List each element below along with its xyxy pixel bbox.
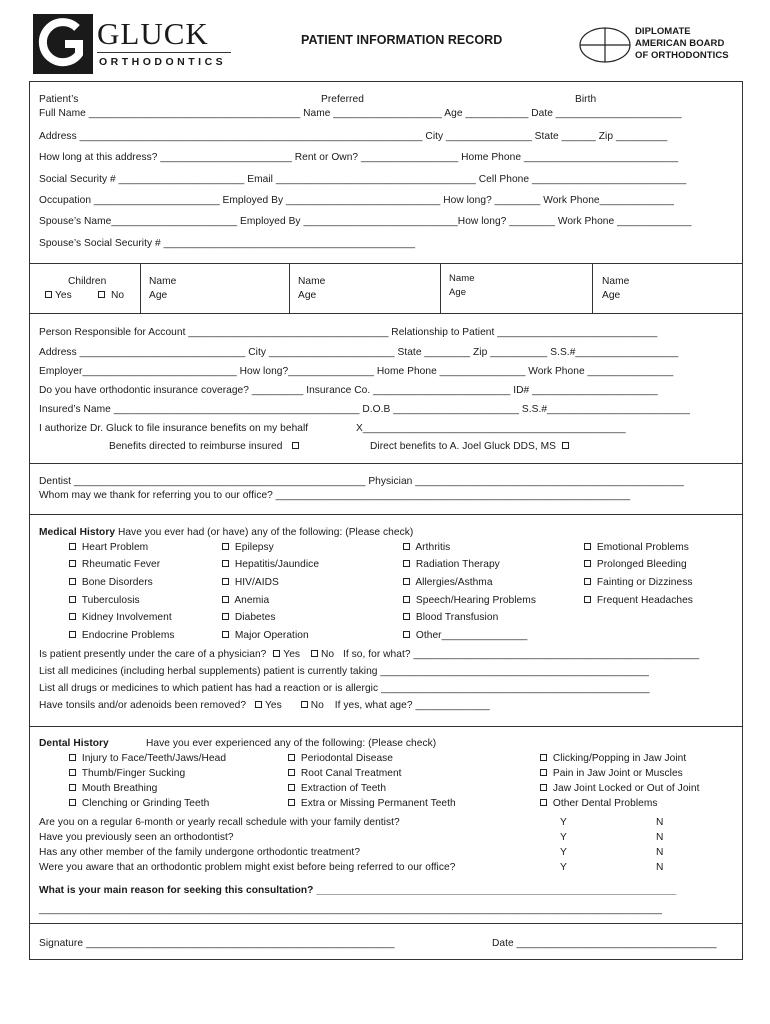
physician-care-row	[39, 648, 699, 661]
checkbox-label: Root Canal Treatment	[300, 768, 402, 779]
med-col2-3[interactable]	[222, 594, 269, 607]
divider	[140, 263, 141, 314]
checkbox-icon[interactable]	[403, 631, 410, 638]
checkbox-label: Radiation Therapy	[415, 559, 500, 570]
checkbox-icon[interactable]	[403, 543, 410, 550]
checkbox-label: Fainting or Dizziness	[596, 577, 693, 588]
checkbox-icon[interactable]	[301, 701, 308, 708]
yes-option[interactable]: Y	[560, 832, 567, 843]
med-col1-3[interactable]	[69, 594, 140, 607]
checkbox-label: Extra or Missing Permanent Teeth	[300, 798, 456, 809]
checkbox-icon[interactable]	[584, 543, 591, 550]
checkbox-icon[interactable]	[222, 596, 229, 603]
checkbox-label: Prolonged Bleeding	[596, 559, 687, 570]
child-3-name[interactable]: Name	[449, 273, 475, 284]
checkbox-icon[interactable]	[540, 754, 547, 761]
no-option[interactable]: N	[656, 817, 664, 828]
checkbox-label: Periodontal Disease	[300, 753, 394, 764]
den-col1-0[interactable]	[69, 752, 226, 765]
checkbox-icon[interactable]	[288, 754, 295, 761]
med-col2-5[interactable]	[222, 629, 309, 642]
checkbox-icon[interactable]	[69, 769, 76, 776]
checkbox-icon[interactable]	[403, 578, 410, 585]
dental-intro: Have you ever experienced any of the following: (Please check)	[146, 738, 437, 749]
den-col1-2[interactable]	[69, 782, 157, 795]
checkbox-icon[interactable]	[403, 596, 410, 603]
checkbox-icon[interactable]	[540, 784, 547, 791]
date-field[interactable]: Date ___________________________________	[492, 938, 717, 949]
child-2-name[interactable]: Name	[298, 276, 326, 287]
checkbox-label: Extraction of Teeth	[300, 783, 387, 794]
checkbox-icon[interactable]	[288, 784, 295, 791]
med-col4-1[interactable]	[584, 558, 687, 571]
med-col2-1[interactable]	[222, 558, 319, 571]
med-col3-3[interactable]	[403, 594, 536, 607]
checkbox-icon[interactable]	[69, 754, 76, 761]
checkbox-label: Endocrine Problems	[81, 630, 175, 641]
checkbox-icon[interactable]	[255, 701, 262, 708]
responsible-field[interactable]: Person Responsible for Account ___________________________________ Relationship to Patient ____________________________	[39, 327, 658, 338]
medicines-field[interactable]: List all medicines (including herbal supplements) patient is currently taking _______________________________________________	[39, 666, 650, 677]
no-label: No	[310, 700, 324, 711]
board-badge	[578, 26, 748, 66]
checkbox-label: Injury to Face/Teeth/Jaws/Head	[81, 753, 227, 764]
checkbox-icon[interactable]	[540, 799, 547, 806]
children-yes-label: Yes	[55, 290, 72, 301]
den-col1-1[interactable]	[69, 767, 185, 780]
patient-name-top: Patient’s	[39, 94, 79, 105]
checkbox-icon[interactable]	[69, 578, 76, 585]
checkbox-label: Clicking/Popping in Jaw Joint	[552, 753, 687, 764]
checkbox-icon[interactable]	[273, 650, 280, 657]
medical-intro: Have you ever had (or have) any of the following: (Please check)	[117, 527, 414, 538]
checkbox-icon[interactable]	[311, 650, 318, 657]
ssn-field[interactable]: Social Security # ______________________ Email ___________________________________ Cell Phone ___________________________	[39, 174, 687, 185]
badge-line-1: DIPLOMATE	[635, 26, 691, 37]
checkbox-label: Epilepsy	[234, 542, 274, 553]
checkbox-label: Speech/Hearing Problems	[415, 595, 536, 606]
checkbox-icon[interactable]	[69, 799, 76, 806]
birth-top: Birth	[575, 94, 597, 105]
child-1-name[interactable]: Name	[149, 276, 177, 287]
yes-option[interactable]: Y	[560, 847, 567, 858]
authorize-signature-field[interactable]: X______________________________________________	[356, 423, 626, 434]
address-field[interactable]: Address ____________________________________________________________ City _______________ State ______ Zip _________	[39, 131, 668, 142]
den-col2-0[interactable]	[288, 752, 393, 765]
med-col2-4[interactable]	[222, 611, 276, 624]
main-reason-field[interactable]: What is your main reason for seeking this consultation? _______________________________________________________________	[39, 885, 677, 896]
child-1-age[interactable]: Age	[149, 290, 168, 301]
checkbox-icon[interactable]	[98, 291, 105, 298]
children-no-label: No	[111, 290, 125, 301]
no-option[interactable]: N	[656, 862, 664, 873]
gluck-logo-mark	[33, 14, 93, 74]
spouse-ssn-field[interactable]: Spouse’s Social Security # ____________________________________________	[39, 238, 416, 249]
checkbox-icon[interactable]	[69, 596, 76, 603]
med-col4-3[interactable]	[584, 594, 693, 607]
med-col3-1[interactable]	[403, 558, 500, 571]
checkbox-label: Clenching or Grinding Teeth	[81, 798, 210, 809]
checkbox-label: Blood Transfusion	[415, 612, 499, 623]
referred-by-field[interactable]: Whom may we thank for referring you to our office? ______________________________________________________________	[39, 490, 631, 501]
den-col1-3[interactable]	[69, 797, 209, 810]
checkbox-label: Anemia	[234, 595, 270, 606]
no-option[interactable]: N	[656, 847, 664, 858]
benefits-reimburse-option[interactable]	[109, 440, 302, 453]
den-col3-1[interactable]	[540, 767, 683, 780]
den-col3-3[interactable]	[540, 797, 658, 810]
checkbox-icon[interactable]	[222, 560, 229, 567]
med-col1-0[interactable]	[69, 541, 148, 554]
checkbox-label: Major Operation	[234, 630, 309, 641]
medical-title: Medical History	[39, 527, 116, 538]
checkbox-label: Frequent Headaches	[596, 595, 693, 606]
patient-name-field[interactable]: Full Name _____________________________________ Name ___________________ Age ___________ Date ______________________	[39, 108, 682, 119]
checkbox-icon[interactable]	[584, 596, 591, 603]
yes-option[interactable]: Y	[560, 817, 567, 828]
checkbox-icon[interactable]	[292, 442, 299, 449]
logo-rule	[97, 52, 231, 53]
checkbox-icon[interactable]	[222, 578, 229, 585]
board-emblem-icon	[578, 26, 632, 64]
insurance-field[interactable]: Do you have orthodontic insurance coverage? _________ Insurance Co. ________________________ ID# ______________________	[39, 385, 658, 396]
checkbox-label: Other_______________	[415, 630, 528, 641]
insured-field[interactable]: Insured’s Name ___________________________________________ D.O.B ______________________ S.S.#_________________________	[39, 404, 690, 415]
checkbox-icon[interactable]	[45, 291, 52, 298]
logo-name: GLUCK	[97, 16, 209, 51]
spouse-field[interactable]: Spouse’s Name______________________ Employed By ___________________________How long? ________ Work Phone _____________	[39, 216, 692, 227]
checkbox-label: Arthritis	[415, 542, 451, 553]
checkbox-icon[interactable]	[403, 560, 410, 567]
divider	[592, 263, 593, 314]
main-reason-line[interactable]: _____________________________________________________________________________________________________________	[39, 904, 663, 915]
divider	[289, 263, 290, 314]
children-yes[interactable]	[45, 289, 72, 302]
medical-heading	[39, 526, 413, 539]
checkbox-icon[interactable]	[69, 543, 76, 550]
children-section	[29, 263, 743, 314]
checkbox-label: Tuberculosis	[81, 595, 140, 606]
employer-field[interactable]: Employer___________________________ How long?_______________ Home Phone _______________ Work Phone _______________	[39, 366, 674, 377]
checkbox-label: Hepatitis/Jaundice	[234, 559, 320, 570]
physician-care-question: Is patient presently under the care of a physician?	[39, 649, 267, 660]
dental-question-2: Has any other member of the family undergone orthodontic treatment?	[39, 847, 361, 858]
dental-question-0: Are you on a regular 6-month or yearly recall schedule with your family dentist?	[39, 817, 400, 828]
med-col4-2[interactable]	[584, 576, 693, 589]
den-col2-1[interactable]	[288, 767, 402, 780]
benefits-direct-option[interactable]	[370, 440, 572, 453]
med-col3-0[interactable]	[403, 541, 450, 554]
checkbox-label: Bone Disorders	[81, 577, 153, 588]
checkbox-label: Mouth Breathing	[81, 783, 158, 794]
badge-line-3: OF ORTHODONTICS	[635, 50, 729, 61]
checkbox-icon[interactable]	[288, 799, 295, 806]
badge-line-2: AMERICAN BOARD	[635, 38, 725, 49]
med-col4-0[interactable]	[584, 541, 689, 554]
den-col2-3[interactable]	[288, 797, 456, 810]
med-col1-2[interactable]	[69, 576, 153, 589]
yes-label: Yes	[265, 700, 282, 711]
med-col1-5[interactable]	[69, 629, 175, 642]
med-col3-5[interactable]	[403, 629, 527, 642]
if-so-field[interactable]: If so, for what? __________________________________________________	[342, 649, 700, 660]
preferred-top: Preferred	[321, 94, 364, 105]
med-col3-4[interactable]	[403, 611, 498, 624]
benefits-direct-label: Direct benefits to A. Joel Gluck DDS, MS	[370, 441, 557, 452]
children-no[interactable]	[98, 289, 124, 302]
signature-field[interactable]: Signature ______________________________________________________	[39, 938, 395, 949]
checkbox-icon[interactable]	[69, 613, 76, 620]
med-col2-0[interactable]	[222, 541, 274, 554]
how-long-field[interactable]: How long at this address? _______________________ Rent or Own? _________________ Home Phone ___________________________	[39, 152, 679, 163]
den-col3-2[interactable]	[540, 782, 699, 795]
child-3-age[interactable]: Age	[449, 287, 467, 298]
checkbox-icon[interactable]	[584, 560, 591, 567]
checkbox-label: Allergies/Asthma	[415, 577, 493, 588]
dental-question-3: Were you aware that an orthodontic problem might exist before being referred to our office?	[39, 862, 456, 873]
checkbox-icon[interactable]	[69, 784, 76, 791]
dental-question-1: Have you previously seen an orthodontist?	[39, 832, 234, 843]
checkbox-icon[interactable]	[288, 769, 295, 776]
checkbox-icon[interactable]	[222, 613, 229, 620]
checkbox-icon[interactable]	[69, 560, 76, 567]
child-4-age[interactable]: Age	[602, 290, 621, 301]
checkbox-label: Emotional Problems	[596, 542, 689, 553]
children-label: Children	[68, 276, 107, 287]
checkbox-label: Rheumatic Fever	[81, 559, 161, 570]
checkbox-label: Pain in Jaw Joint or Muscles	[552, 768, 683, 779]
dental-title: Dental History	[39, 738, 109, 749]
account-address-field[interactable]: Address _____________________________ City ______________________ State ________ Zip __________ S.S.#__________________	[39, 347, 679, 358]
den-col2-2[interactable]	[288, 782, 386, 795]
if-yes-age-field[interactable]: If yes, what age? _____________	[334, 700, 490, 711]
divider	[440, 263, 441, 314]
child-2-age[interactable]: Age	[298, 290, 317, 301]
checkbox-icon[interactable]	[222, 631, 229, 638]
checkbox-icon[interactable]	[540, 769, 547, 776]
checkbox-label: Jaw Joint Locked or Out of Joint	[552, 783, 700, 794]
yes-option[interactable]: Y	[560, 862, 567, 873]
yes-label: Yes	[283, 649, 301, 660]
checkbox-label: Heart Problem	[81, 542, 149, 553]
checkbox-label: Diabetes	[234, 612, 276, 623]
logo	[33, 14, 233, 74]
child-4-name[interactable]: Name	[602, 276, 630, 287]
tonsils-row	[39, 699, 490, 712]
checkbox-icon[interactable]	[403, 613, 410, 620]
tonsils-question: Have tonsils and/or adenoids been removed?	[39, 700, 247, 711]
checkbox-icon[interactable]	[584, 578, 591, 585]
checkbox-icon[interactable]	[222, 543, 229, 550]
med-col1-4[interactable]	[69, 611, 172, 624]
no-option[interactable]: N	[656, 832, 664, 843]
den-col3-0[interactable]	[540, 752, 686, 765]
med-col2-2[interactable]	[222, 576, 279, 589]
checkbox-label: Other Dental Problems	[552, 798, 658, 809]
page-title: PATIENT INFORMATION RECORD	[301, 33, 503, 47]
divider	[29, 923, 743, 924]
authorize-text: I authorize Dr. Gluck to file insurance benefits on my behalf	[39, 423, 309, 434]
no-label: No	[320, 649, 335, 660]
checkbox-label: HIV/AIDS	[234, 577, 279, 588]
logo-subtitle: ORTHODONTICS	[99, 56, 227, 68]
benefits-reimburse-label: Benefits directed to reimburse insured	[109, 441, 283, 452]
occupation-field[interactable]: Occupation ______________________ Employed By ___________________________ How long? ________ Work Phone_____________	[39, 195, 674, 206]
med-col3-2[interactable]	[403, 576, 493, 589]
dentist-field[interactable]: Dentist ___________________________________________________ Physician _______________________________________________	[39, 476, 684, 487]
reactions-field[interactable]: List all drugs or medicines to which patient has had a reaction or is allergic _______________________________________________	[39, 683, 650, 694]
checkbox-label: Kidney Involvement	[81, 612, 172, 623]
checkbox-icon[interactable]	[562, 442, 569, 449]
med-col1-1[interactable]	[69, 558, 160, 571]
checkbox-label: Thumb/Finger Sucking	[81, 768, 186, 779]
checkbox-icon[interactable]	[69, 631, 76, 638]
